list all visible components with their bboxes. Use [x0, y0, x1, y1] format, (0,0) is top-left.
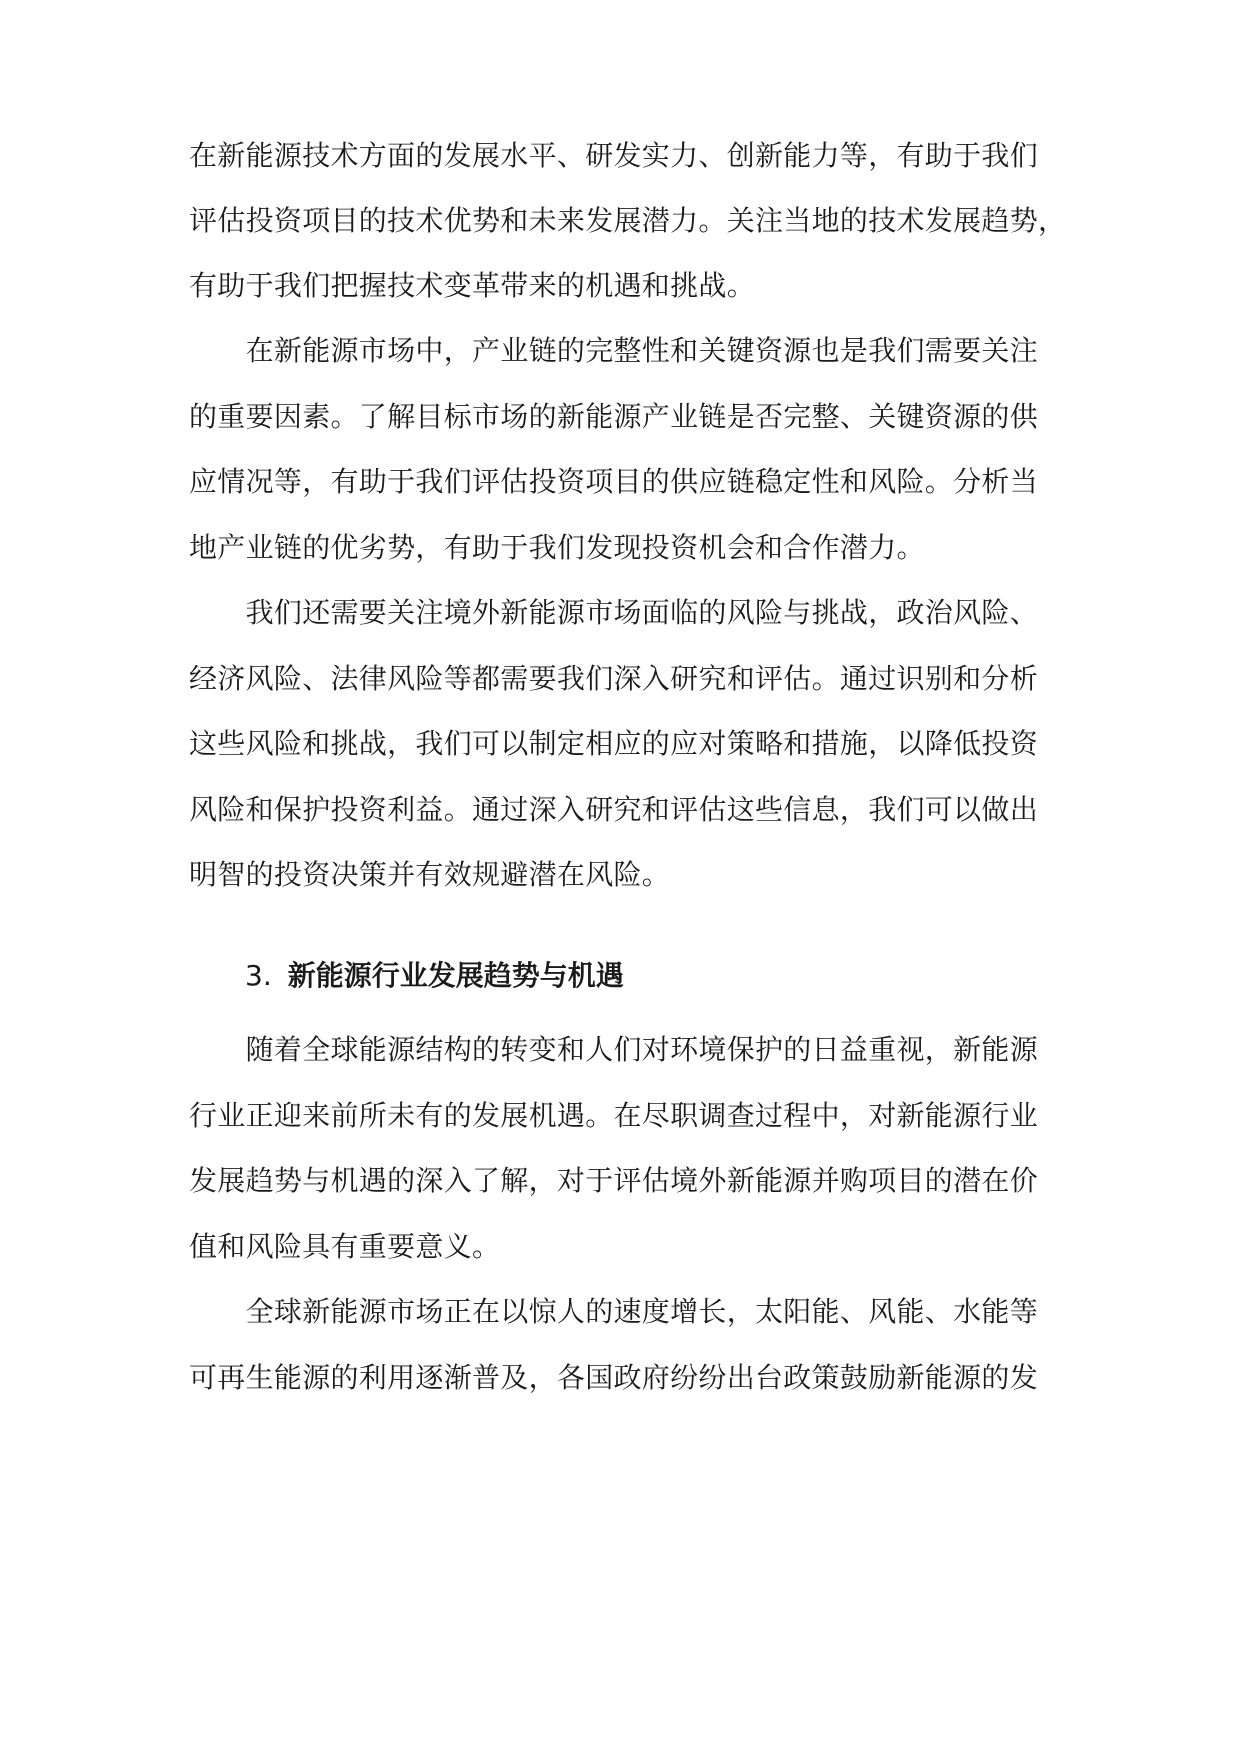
text-line: 可再生能源的利用逐渐普及，各国政府纷纷出台政策鼓励新能源的发 [189, 1361, 1039, 1394]
section-title: 新能源行业发展趋势与机遇 [287, 959, 624, 992]
text-line: 在新能源技术方面的发展水平、研发实力、创新能力等，有助于我们 [189, 139, 1039, 172]
section-number: 3. [245, 959, 272, 992]
text-line: 应情况等，有助于我们评估投资项目的供应链稳定性和风险。分析当 [189, 465, 1039, 498]
text-line: 评估投资项目的技术优势和未来发展潜力。关注当地的技术发展趋势， [189, 204, 1067, 237]
text-line: 随着全球能源结构的转变和人们对环境保护的日益重视，新能源 [189, 1033, 1039, 1066]
text-line: 明智的投资决策并有效规避潜在风险。 [189, 858, 671, 891]
text-line: 经济风险、法律风险等都需要我们深入研究和评估。通过识别和分析 [189, 662, 1039, 695]
text-line: 全球新能源市场正在以惊人的速度增长，太阳能、风能、水能等 [189, 1295, 1039, 1328]
text-line: 有助于我们把握技术变革带来的机遇和挑战。 [189, 269, 756, 302]
text-line: 风险和保护投资利益。通过深入研究和评估这些信息，我们可以做出 [189, 793, 1039, 826]
text-line: 在新能源市场中，产业链的完整性和关键资源也是我们需要关注 [189, 334, 1039, 367]
text-line: 值和风险具有重要意义。 [189, 1230, 501, 1263]
section-heading [245, 956, 624, 996]
text-line: 这些风险和挑战，我们可以制定相应的应对策略和措施，以降低投资 [189, 727, 1039, 760]
text-line: 地产业链的优劣势，有助于我们发现投资机会和合作潜力。 [189, 531, 925, 564]
text-line: 行业正迎来前所未有的发展机遇。在尽职调查过程中，对新能源行业 [189, 1099, 1039, 1132]
text-line: 我们还需要关注境外新能源市场面临的风险与挑战，政治风险、 [189, 596, 1039, 629]
text-line: 发展趋势与机遇的深入了解，对于评估境外新能源并购项目的潜在价 [189, 1164, 1039, 1197]
text-line: 的重要因素。了解目标市场的新能源产业链是否完整、关键资源的供 [189, 400, 1039, 433]
